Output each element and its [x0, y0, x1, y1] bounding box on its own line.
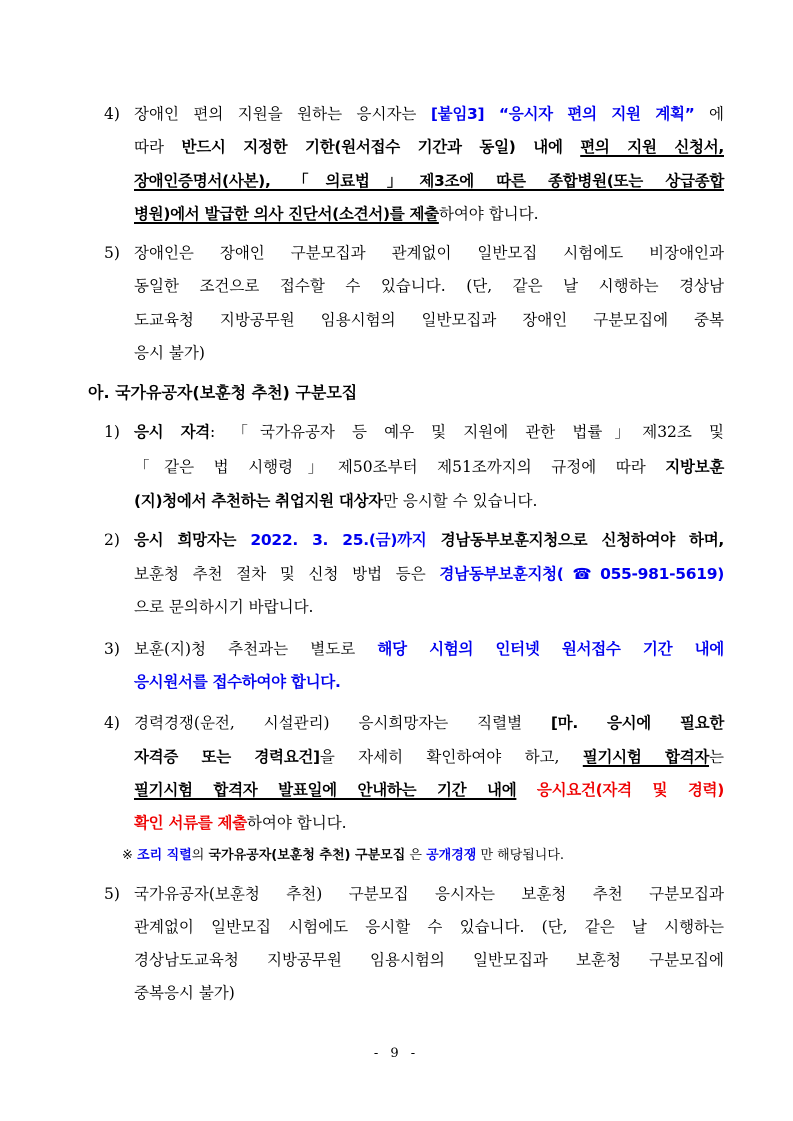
item-number: 5)	[104, 885, 120, 903]
list-item-4-disability-support	[104, 96, 724, 236]
text-line: 장애인 편의 지원을 원하는 응시자는 [붙임3] “응시자 편의 지원 계획” 에	[134, 105, 725, 123]
text-line: 장애인증명서(사본), 「의료법」제3조에 따른 종합병원(또는 상급종합	[134, 172, 724, 190]
text-line: (지)청에서 추천하는 취업지원 대상자만 응시할 수 있습니다.	[134, 492, 538, 510]
text-line: 중복응시 불가)	[134, 984, 235, 1002]
text-line: 국가유공자(보훈청 추천) 구분모집 응시자는 보훈청 추천 구분모집과	[134, 885, 724, 903]
text-line: 도교육청 지방공무원 임용시험의 일반모집과 장애인 구분모집에 중복	[134, 311, 724, 329]
item-number: 3)	[104, 640, 120, 658]
text-line: 관계없이 일반모집 시험에도 응시할 수 있습니다. (단, 같은 날 시행하는	[134, 918, 724, 936]
list-item-3-online-application	[104, 631, 724, 701]
text-line: 으로 문의하시기 바랍니다.	[134, 598, 314, 616]
text-line: 경상남도교육청 지방공무원 임용시험의 일반모집과 보훈청 구분모집에	[134, 951, 724, 969]
page-number: - 9 -	[373, 1046, 420, 1061]
text-line: 장애인은 장애인 구분모집과 관계없이 일반모집 시험에도 비장애인과	[134, 244, 724, 262]
section-heading: 아. 국가유공자(보훈청 추천) 구분모집	[88, 383, 358, 402]
item-number: 4)	[104, 105, 120, 123]
text-line: 응시 불가)	[134, 344, 205, 362]
list-item-4-career-competition	[104, 705, 724, 845]
list-item-5-disability-general	[104, 235, 724, 375]
text-line: 응시원서를 접수하여야 합니다.	[134, 673, 341, 691]
text-line: 따라 반드시 지정한 기한(원서접수 기간과 동일) 내에 편의 지원 신청서,	[134, 138, 724, 156]
text-line: 확인 서류를 제출하여야 합니다.	[134, 814, 347, 832]
text-line: 응시 자격: 「국가유공자 등 예우 및 지원에 관한 법률」제32조 및	[134, 423, 724, 441]
text-line: 동일한 조건으로 접수할 수 있습니다. (단, 같은 날 시행하는 경상남	[134, 277, 724, 295]
item-number: 2)	[104, 531, 120, 549]
text-line: 보훈(지)청 추천과는 별도로 해당 시험의 인터넷 원서접수 기간 내에	[134, 640, 724, 658]
list-item-5-veterans-general	[104, 876, 724, 1016]
item-number: 1)	[104, 423, 120, 441]
text-line: 경력경쟁(운전, 시설관리) 응시희망자는 직렬별 [마. 응시에 필요한	[134, 714, 725, 732]
item-number: 5)	[104, 244, 120, 262]
text-line: 병원)에서 발급한 의사 진단서(소견서)를 제출하여야 합니다.	[134, 205, 539, 223]
list-item-2-application	[104, 522, 724, 632]
text-line: 자격증 또는 경력요건]을 자세히 확인하여야 하고, 필기시험 합격자는	[134, 748, 724, 766]
text-line: 보훈청 추천 절차 및 신청 방법 등은 경남동부보훈지청(☎055-981-5619)	[134, 565, 724, 583]
note-line: ※ 조리 직렬의 국가유공자(보훈청 추천) 구분모집 은 공개경쟁 만 해당됩니다.	[122, 848, 565, 863]
text-line: 응시 희망자는 2022. 3. 25.(금)까지 경남동부보훈지청으로 신청하여야 하며,	[134, 531, 724, 549]
item-number: 4)	[104, 714, 120, 732]
text-line: 「같은 법 시행령」제50조부터 제51조까지의 규정에 따라 지방보훈	[134, 458, 724, 476]
list-item-1-eligibility	[104, 414, 724, 524]
text-line: 필기시험 합격자 발표일에 안내하는 기간 내에 응시요건(자격 및 경력)	[134, 781, 724, 799]
